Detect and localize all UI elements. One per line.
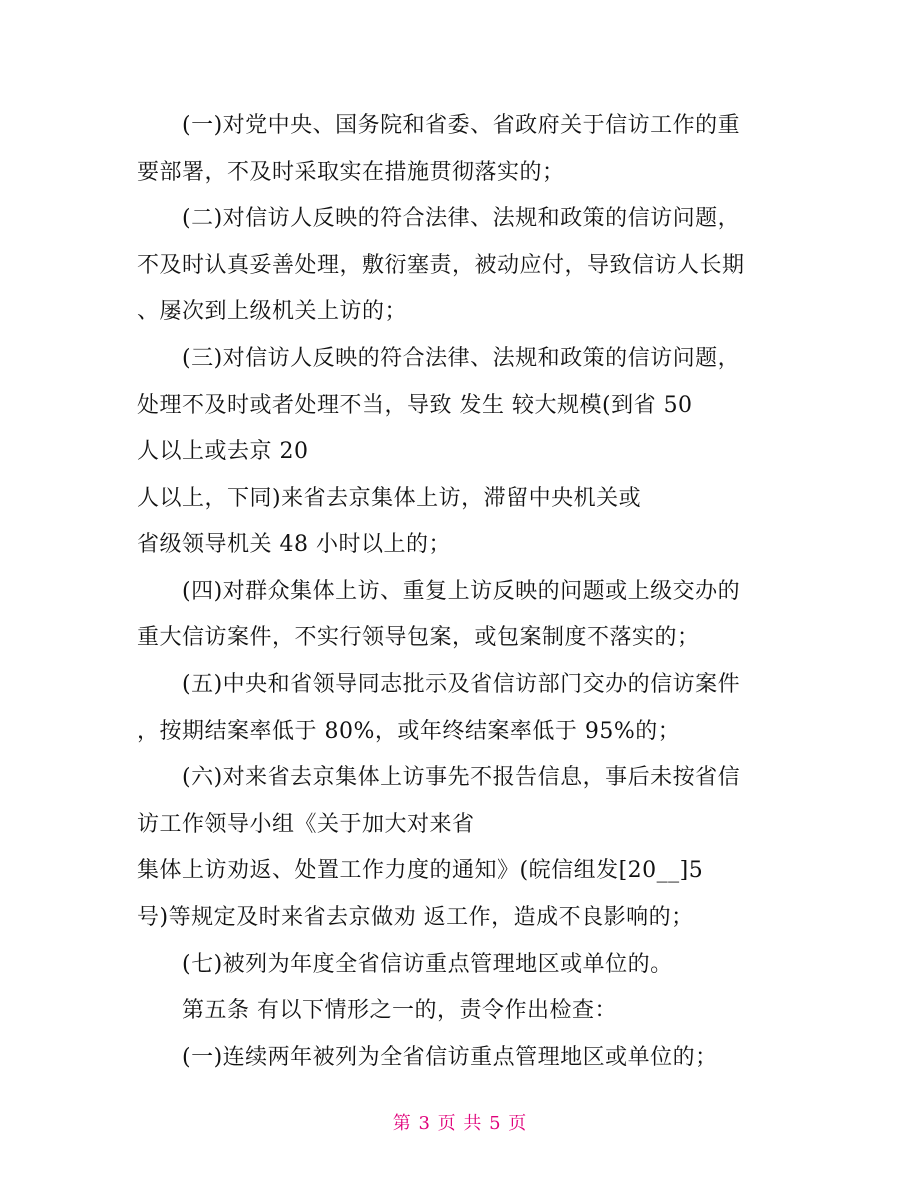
text-line: 重大信访案件，不实行领导包案，或包案制度不落实的； (137, 625, 700, 650)
text-line: (六)对来省去京集体上访事先不报告信息，事后未按省信 (182, 765, 741, 790)
text-line: 集体上访劝返、处置工作力度的通知》(皖信组发[20__]5 (137, 858, 704, 883)
text-line: 、屡次到上级机关上访的； (137, 299, 408, 324)
text-line: (四)对群众集体上访、重复上访反映的问题或上级交办的 (182, 579, 741, 604)
text-line: 号)等规定及时来省去京做劝 返工作，造成不良影响的； (137, 905, 694, 930)
text-line: (二)对信访人反映的符合法律、法规和政策的信访问题， (182, 206, 741, 231)
text-line: 不及时认真妥善处理，敷衍塞责，被动应付，导致信访人长期 (137, 253, 745, 278)
text-line: 省级领导机关 48 小时以上的； (137, 532, 451, 557)
text-line: (五)中央和省领导同志批示及省信访部门交办的信访案件 (182, 672, 741, 697)
text-line: (七)被列为年度全省信访重点管理地区或单位的。 (182, 952, 673, 977)
text-line: 人以上，下同)来省去京集体上访，滞留中央机关或 (137, 486, 642, 511)
text-line: 要部署，不及时采取实在措施贯彻落实的； (137, 160, 565, 185)
article-heading: 第五条 有以下情形之一的，责令作出检查： (182, 998, 617, 1023)
text-line: 人以上或去京 20 (137, 439, 309, 464)
text-line: (一)连续两年被列为全省信访重点管理地区或单位的； (182, 1045, 718, 1070)
text-line: 处理不及时或者处理不当，导致 发生 较大规模(到省 50 (137, 393, 693, 418)
page-number-footer: 第 3 页 共 5 页 (392, 1113, 528, 1134)
text-line: 访工作领导小组《关于加大对来省 (137, 812, 475, 837)
text-line: (一)对党中央、国务院和省委、省政府关于信访工作的重 (182, 113, 741, 138)
text-line: (三)对信访人反映的符合法律、法规和政策的信访问题， (182, 346, 741, 371)
text-line: ，按期结案率低于 80%，或年终结案率低于 95%的； (137, 719, 681, 744)
